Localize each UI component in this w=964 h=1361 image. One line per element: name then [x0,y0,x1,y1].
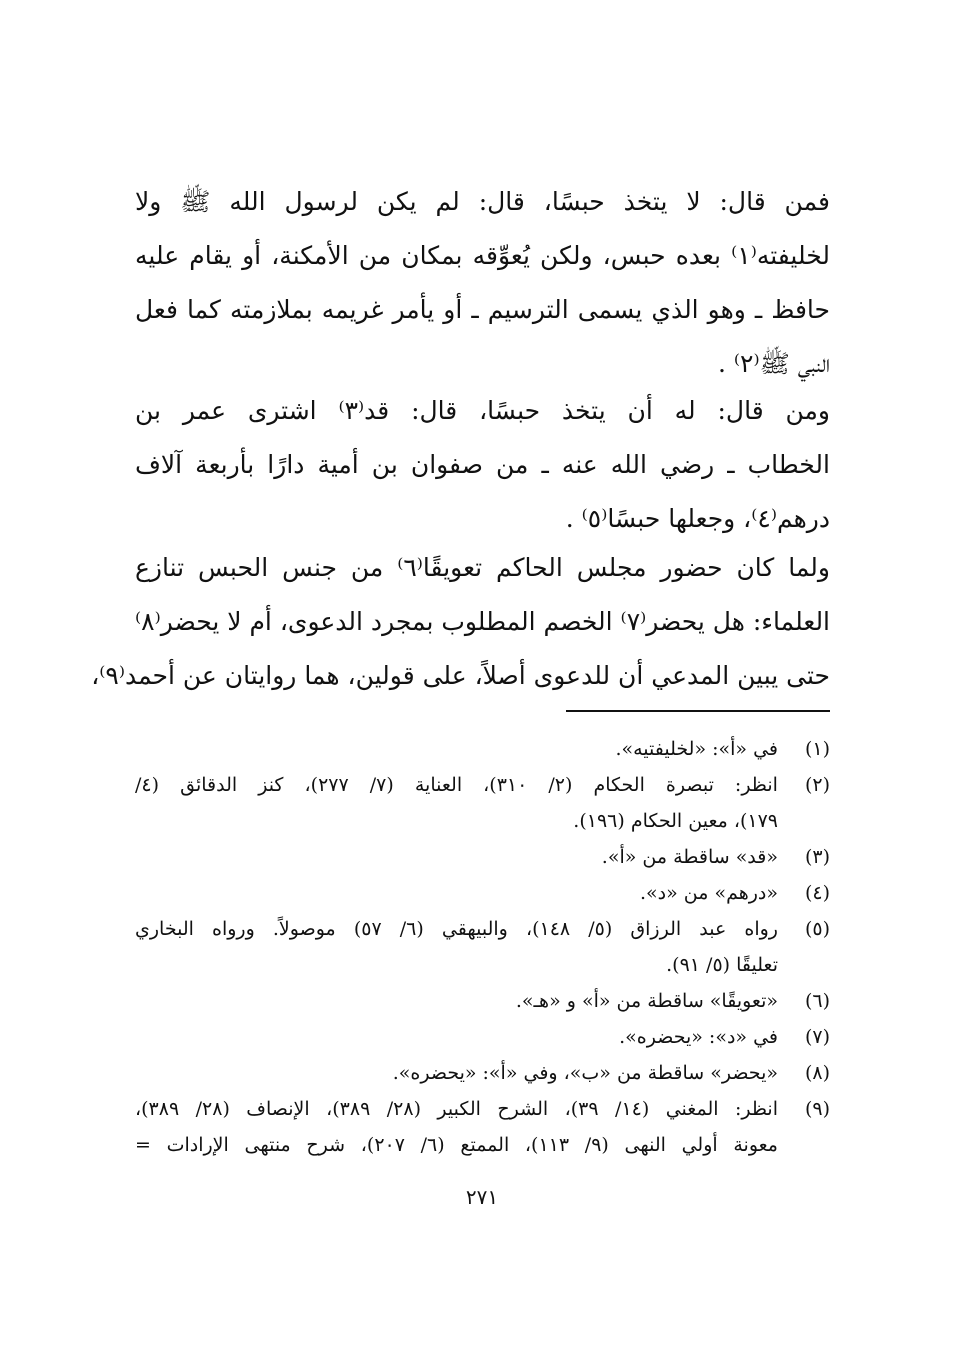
footnote [135,983,830,1019]
footnote-separator [566,710,830,712]
footnote-text [135,839,778,875]
footnote [135,767,830,839]
footnote-line: في «أ»: «لخليفتيه». [615,738,778,760]
text-line: لخليفته⁽١⁾ بعده حبس، ولكن يُعوِّقه بمكان من الأمكنة، أو يقام عليه [135,241,830,270]
footnote [135,839,830,875]
paragraph-3 [91,541,831,703]
footnote-line: ١٧٩)، معين الحكام (١٩٦). [573,810,778,832]
footnote-text [135,911,778,983]
footnote-text [135,1019,778,1055]
footnote-line: انظر: تبصرة الحكام (٢/ ٣١٠)، العناية (٧/ ٢٧٧)، كنز الدقائق (٤/ [135,774,778,796]
footnote-number: (٥) [804,918,830,940]
footnote [135,1091,830,1163]
text-line: درهم⁽٤⁾، وجعلها حبسًا⁽٥⁾ . [565,504,830,533]
footnotes-list [135,731,830,1163]
footnote-line: معونة أولي النهى (٩/ ١١٣)، الممتع (٦/ ٢٠٧)، شرح منتهى الإرادات = [135,1134,778,1156]
text-line: النبي ﷺ⁽٢⁾ . [718,349,830,378]
footnote-text [135,767,778,839]
footnote-text [135,731,778,767]
text-line: حافظ ـ وهو الذي يسمى الترسيم ـ أو يأمر غريمه بملازمته كما فعل [135,295,830,324]
footnote-line: في «د»: «يحضره». [619,1026,778,1048]
footnote-number: (٩) [804,1098,830,1120]
text-line: حتى يبين المدعي أن للدعوى أصلاً، على قولين، هما روايتان عن أحمد⁽٩⁾، [91,661,830,690]
footnote [135,911,830,983]
footnote-number: (٦) [804,990,830,1012]
footnote-number: (٨) [804,1062,830,1084]
text-line: ولما كان حضور مجلس الحاكم تعويقًا⁽٦⁾ من جنس الحبس تنازع [135,553,831,582]
footnote [135,1055,830,1091]
footnote-line: «درهم» من «د». [639,882,778,904]
footnote [135,1019,830,1055]
page-number: ٢٧١ [465,1185,499,1209]
footnote-text [135,1055,778,1091]
footnote [135,731,830,767]
footnote-line: «قد» ساقطة من «أ». [601,846,778,868]
footnote-number: (٢) [804,774,830,796]
footnote-line: رواه عبد الرزاق (٥/ ١٤٨)، والبيهقي (٦/ ٥٧) موصولاً. ورواه البخاري [135,918,778,940]
footnote-number: (٤) [804,882,830,904]
footnote-line: «يحضر» ساقطة من «ب»، وفي «أ»: «يحضره». [392,1062,778,1084]
text-line: فمن قال: لا يتخذ حبسًا، قال: لم يكن لرسول الله ﷺ ولا [135,187,830,216]
footnote-line: انظر: المغني (١٤/ ٣٩)، الشرح الكبير (٢٨/ ٣٨٩)، الإنصاف (٢٨/ ٣٨٩)، [135,1098,778,1120]
footnote-text [135,875,778,911]
text-line: العلماء: هل يحضر⁽٧⁾ الخصم المطلوب بمجرد الدعوى، أم لا يحضر⁽٨⁾ [135,607,831,636]
text-line: ومن قال: له أن يتخذ حبسًا، قال: قد⁽٣⁾ اشترى عمر بن [135,396,830,425]
footnote-number: (٣) [804,846,830,868]
footnote-text [135,1091,778,1163]
paragraph-2 [135,384,830,546]
footnote-number: (١) [804,738,830,760]
paragraph-1 [135,175,830,391]
footnote-line: تعليقًا (٥/ ٩١). [666,954,778,976]
footnote-line: «تعويقًا» ساقطة من «أ» و «هـ». [515,990,778,1012]
footnote-text [135,983,778,1019]
footnote [135,875,830,911]
text-line: الخطاب ـ رضي الله عنه ـ من صفوان بن أمية دارًا بأربعة آلاف [135,450,830,479]
footnote-number: (٧) [804,1026,830,1048]
